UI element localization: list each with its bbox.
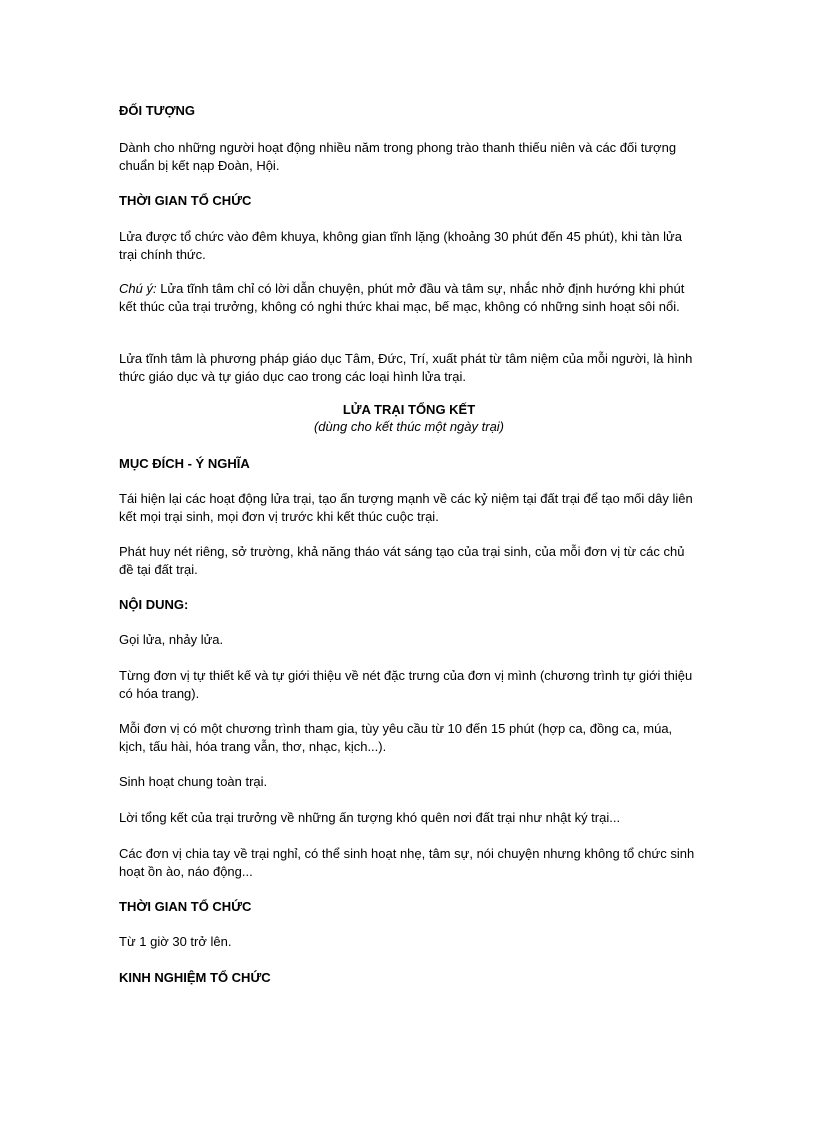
note-paragraph xyxy=(119,280,699,315)
heading-doi-tuong: ĐỐI TƯỢNG xyxy=(119,103,196,118)
muc-dich-paragraph-2: Phát huy nét riêng, sở trường, khả năng tháo vát sáng tạo của trại sinh, của mỗi đơn vị từ các chủ đề tại đất trại. xyxy=(119,544,685,577)
heading-kinh-nghiem: KINH NGHIỆM TỔ CHỨC xyxy=(119,970,271,985)
noi-dung-item-1: Gọi lửa, nhảy lửa. xyxy=(119,632,224,647)
doi-tuong-paragraph: Dành cho những người hoạt động nhiều năm trong phong trào thanh thiếu niên và các đối tượng chuẩn bị kết nạp Đoàn, Hội. xyxy=(119,140,677,173)
section-subtitle: (dùng cho kết thúc một ngày trại) xyxy=(313,419,505,434)
note-text: Lửa tĩnh tâm chỉ có lời dẫn chuyện, phút mở đầu và tâm sự, nhắc nhở định hướng khi phút kết thúc của trại trưởng, không có nghi thức khai mạc, bế mạc, không có những sinh hoạt sôi nổi. xyxy=(119,281,685,314)
section-title: LỬA TRẠI TỔNG KẾT xyxy=(342,402,476,417)
heading-muc-dich: MỤC ĐÍCH - Ý NGHĨA xyxy=(119,456,250,471)
heading-thoi-gian-1: THỜI GIAN TỔ CHỨC xyxy=(119,193,252,208)
summary-paragraph: Lửa tĩnh tâm là phương pháp giáo dục Tâm, Đức, Trí, xuất phát từ tâm niệm của mỗi người, là hình thức giáo dục và tự giáo dục cao trong các loại hình lửa trại. xyxy=(119,351,693,384)
muc-dich-paragraph-1: Tái hiện lại các hoạt động lửa trại, tạo ấn tượng mạnh về các kỷ niệm tại đất trại để tạo mối dây liên kết mọi trại sinh, mọi đơn vị trước khi kết thúc cuộc trại. xyxy=(119,491,693,524)
thoi-gian-paragraph-1: Lửa được tổ chức vào đêm khuya, không gian tĩnh lặng (khoảng 30 phút đến 45 phút), khi tàn lửa trại chính thức. xyxy=(119,229,682,262)
heading-thoi-gian-2: THỜI GIAN TỔ CHỨC xyxy=(119,899,252,914)
note-label: Chú ý: xyxy=(119,281,157,296)
noi-dung-item-2: Từng đơn vị tự thiết kế và tự giới thiệu về nét đặc trưng của đơn vị mình (chương trình tự giới thiệu có hóa trang). xyxy=(119,668,693,701)
thoi-gian-paragraph-2: Từ 1 giờ 30 trở lên. xyxy=(119,934,232,949)
noi-dung-item-6: Các đơn vị chia tay về trại nghỉ, có thể sinh hoạt nhẹ, tâm sự, nói chuyện nhưng không tổ chức sinh hoạt ồn ào, náo động... xyxy=(119,846,695,879)
noi-dung-item-5: Lời tổng kết của trại trưởng về những ấn tượng khó quên nơi đất trại như nhật ký trại... xyxy=(119,810,621,825)
heading-noi-dung: NỘI DUNG: xyxy=(119,597,189,612)
noi-dung-item-3: Mỗi đơn vị có một chương trình tham gia, tùy yêu cầu từ 10 đến 15 phút (hợp ca, đồng ca, múa, kịch, tấu hài, hóa trang vẫn, thơ, nhạc, kịch...). xyxy=(119,721,673,754)
noi-dung-item-4: Sinh hoạt chung toàn trại. xyxy=(119,774,268,789)
